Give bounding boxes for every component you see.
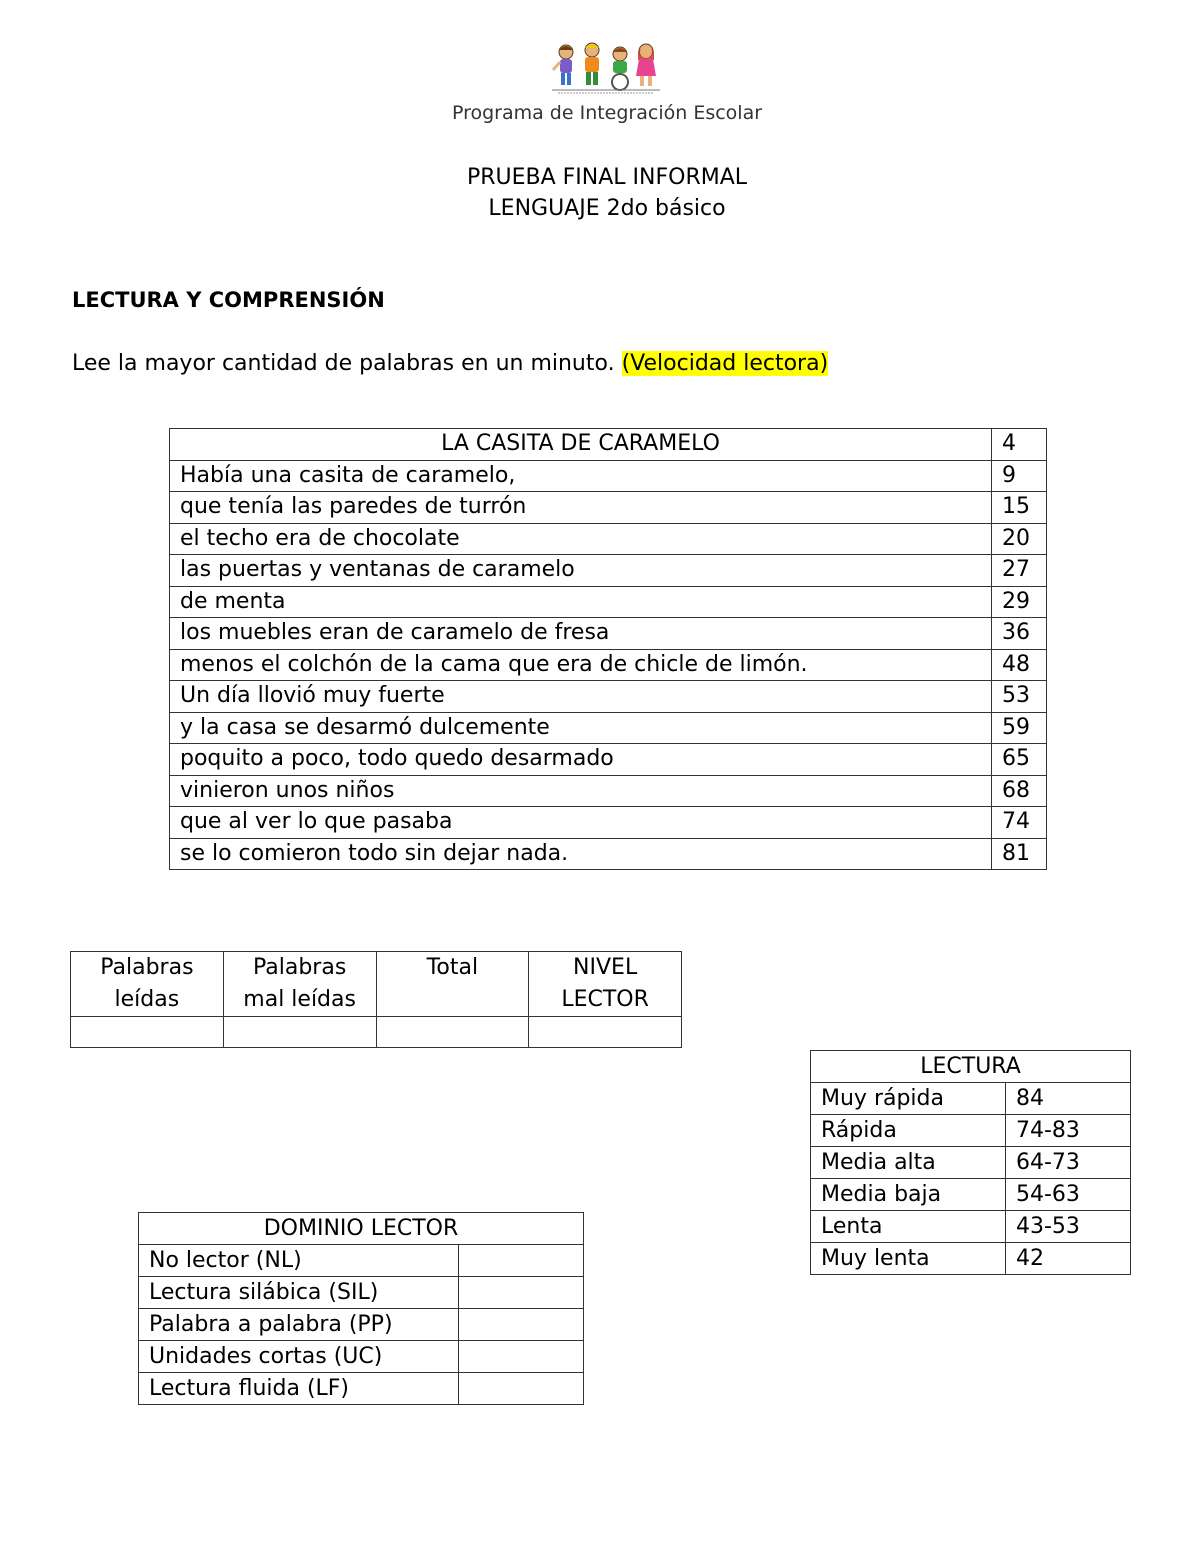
header-reader-level-l2: LECTOR: [561, 987, 649, 1012]
level-label: Lenta: [811, 1211, 1006, 1243]
words-read-cell[interactable]: [71, 1017, 224, 1048]
domain-mark-cell[interactable]: [459, 1277, 584, 1309]
reading-line-word-count: 48: [992, 649, 1047, 681]
level-label: Media alta: [811, 1147, 1006, 1179]
total-cell[interactable]: [376, 1017, 529, 1048]
header-words-read-l1: Palabras: [100, 955, 194, 980]
reading-line-text: y la casa se desarmó dulcemente: [170, 712, 992, 744]
reading-line-word-count: 65: [992, 744, 1047, 776]
level-title: LECTURA: [811, 1051, 1131, 1083]
reading-line-row: [170, 492, 1047, 524]
domain-mark-cell[interactable]: [459, 1341, 584, 1373]
reading-line-row: [170, 618, 1047, 650]
reading-line-text: poquito a poco, todo quedo desarmado: [170, 744, 992, 776]
reading-line-word-count: 20: [992, 523, 1047, 555]
reading-line-text: se lo comieron todo sin dejar nada.: [170, 838, 992, 870]
header-words-misread-l2: mal leídas: [243, 987, 356, 1012]
domain-row: [139, 1277, 584, 1309]
reading-line-row: [170, 838, 1047, 870]
level-row: [811, 1147, 1131, 1179]
level-range: 84: [1006, 1083, 1131, 1115]
reading-line-word-count: 29: [992, 586, 1047, 618]
header-words-misread: [223, 952, 376, 1017]
reading-line-text: que tenía las paredes de turrón: [170, 492, 992, 524]
reading-line-row: [170, 681, 1047, 713]
document-title: [300, 162, 914, 224]
reading-line-row: [170, 807, 1047, 839]
domain-label: No lector (NL): [139, 1245, 459, 1277]
reading-line-row: [170, 712, 1047, 744]
level-label: Rápida: [811, 1115, 1006, 1147]
level-range: 64-73: [1006, 1147, 1131, 1179]
level-range: 43-53: [1006, 1211, 1131, 1243]
instruction-highlight: (Velocidad lectora): [621, 351, 829, 376]
words-misread-cell[interactable]: [223, 1017, 376, 1048]
domain-row: [139, 1245, 584, 1277]
reading-passage-table: [169, 428, 1047, 870]
reading-line-text: que al ver lo que pasaba: [170, 807, 992, 839]
reading-line-row: [170, 460, 1047, 492]
domain-label: Unidades cortas (UC): [139, 1341, 459, 1373]
section-heading: LECTURA Y COMPRENSIÓN: [72, 288, 385, 312]
reading-line-row: [170, 744, 1047, 776]
domain-mark-cell[interactable]: [459, 1245, 584, 1277]
reading-line-word-count: 27: [992, 555, 1047, 587]
reading-line-word-count: 59: [992, 712, 1047, 744]
program-name: Programa de Integración Escolar: [451, 102, 763, 124]
domain-title: DOMINIO LECTOR: [139, 1213, 584, 1245]
level-range: 74-83: [1006, 1115, 1131, 1147]
level-label: Media baja: [811, 1179, 1006, 1211]
reading-title-count: 4: [992, 429, 1047, 461]
reading-line-text: de menta: [170, 586, 992, 618]
domain-label: Palabra a palabra (PP): [139, 1309, 459, 1341]
reading-title: LA CASITA DE CARAMELO: [170, 429, 992, 461]
domain-row: [139, 1373, 584, 1405]
domain-row: [139, 1341, 584, 1373]
domain-title-row: [139, 1213, 584, 1245]
level-row: [811, 1243, 1131, 1275]
level-label: Muy lenta: [811, 1243, 1006, 1275]
reading-line-text: Había una casita de caramelo,: [170, 460, 992, 492]
domain-mark-cell[interactable]: [459, 1373, 584, 1405]
level-range: 42: [1006, 1243, 1131, 1275]
reading-line-row: [170, 523, 1047, 555]
reading-line-row: [170, 555, 1047, 587]
instruction-main: Lee la mayor cantidad de palabras en un minuto.: [72, 351, 615, 376]
reading-line-word-count: 81: [992, 838, 1047, 870]
reading-line-word-count: 68: [992, 775, 1047, 807]
level-range: 54-63: [1006, 1179, 1131, 1211]
title-line-1: PRUEBA FINAL INFORMAL: [466, 165, 748, 190]
header-reader-level: [529, 952, 682, 1017]
reading-domain-table: [138, 1212, 584, 1405]
reading-line-text: el techo era de chocolate: [170, 523, 992, 555]
domain-label: Lectura fluida (LF): [139, 1373, 459, 1405]
domain-mark-cell[interactable]: [459, 1309, 584, 1341]
header-reader-level-l1: NIVEL: [573, 955, 638, 980]
reading-line-word-count: 9: [992, 460, 1047, 492]
header-total: [376, 952, 529, 1017]
header-words-read: [71, 952, 224, 1017]
reading-title-row: [170, 429, 1047, 461]
level-title-row: [811, 1051, 1131, 1083]
reading-line-word-count: 53: [992, 681, 1047, 713]
header-words-misread-l1: Palabras: [252, 955, 347, 980]
score-table: [70, 951, 682, 1048]
reading-line-text: menos el colchón de la cama que era de chicle de limón.: [170, 649, 992, 681]
level-label: Muy rápida: [811, 1083, 1006, 1115]
level-row: [811, 1179, 1131, 1211]
domain-label: Lectura silábica (SIL): [139, 1277, 459, 1309]
reading-line-word-count: 15: [992, 492, 1047, 524]
reading-line-word-count: 36: [992, 618, 1047, 650]
reading-line-word-count: 74: [992, 807, 1047, 839]
title-line-2: LENGUAJE 2do básico: [488, 196, 726, 221]
score-header-row: [71, 952, 682, 1017]
reading-line-text: las puertas y ventanas de caramelo: [170, 555, 992, 587]
header-total-label: Total: [426, 955, 479, 980]
header-words-read-l2: leídas: [114, 987, 180, 1012]
score-entry-row: [71, 1017, 682, 1048]
level-row: [811, 1211, 1131, 1243]
level-row: [811, 1083, 1131, 1115]
program-logo-icon: [548, 40, 664, 96]
reading-level-table: [810, 1050, 1131, 1275]
reading-line-row: [170, 649, 1047, 681]
reading-line-text: vinieron unos niños: [170, 775, 992, 807]
reading-line-row: [170, 775, 1047, 807]
reading-line-row: [170, 586, 1047, 618]
reader-level-cell[interactable]: [529, 1017, 682, 1048]
domain-row: [139, 1309, 584, 1341]
reading-line-text: los muebles eran de caramelo de fresa: [170, 618, 992, 650]
reading-line-text: Un día llovió muy fuerte: [170, 681, 992, 713]
instruction-text: [72, 351, 828, 376]
level-row: [811, 1115, 1131, 1147]
